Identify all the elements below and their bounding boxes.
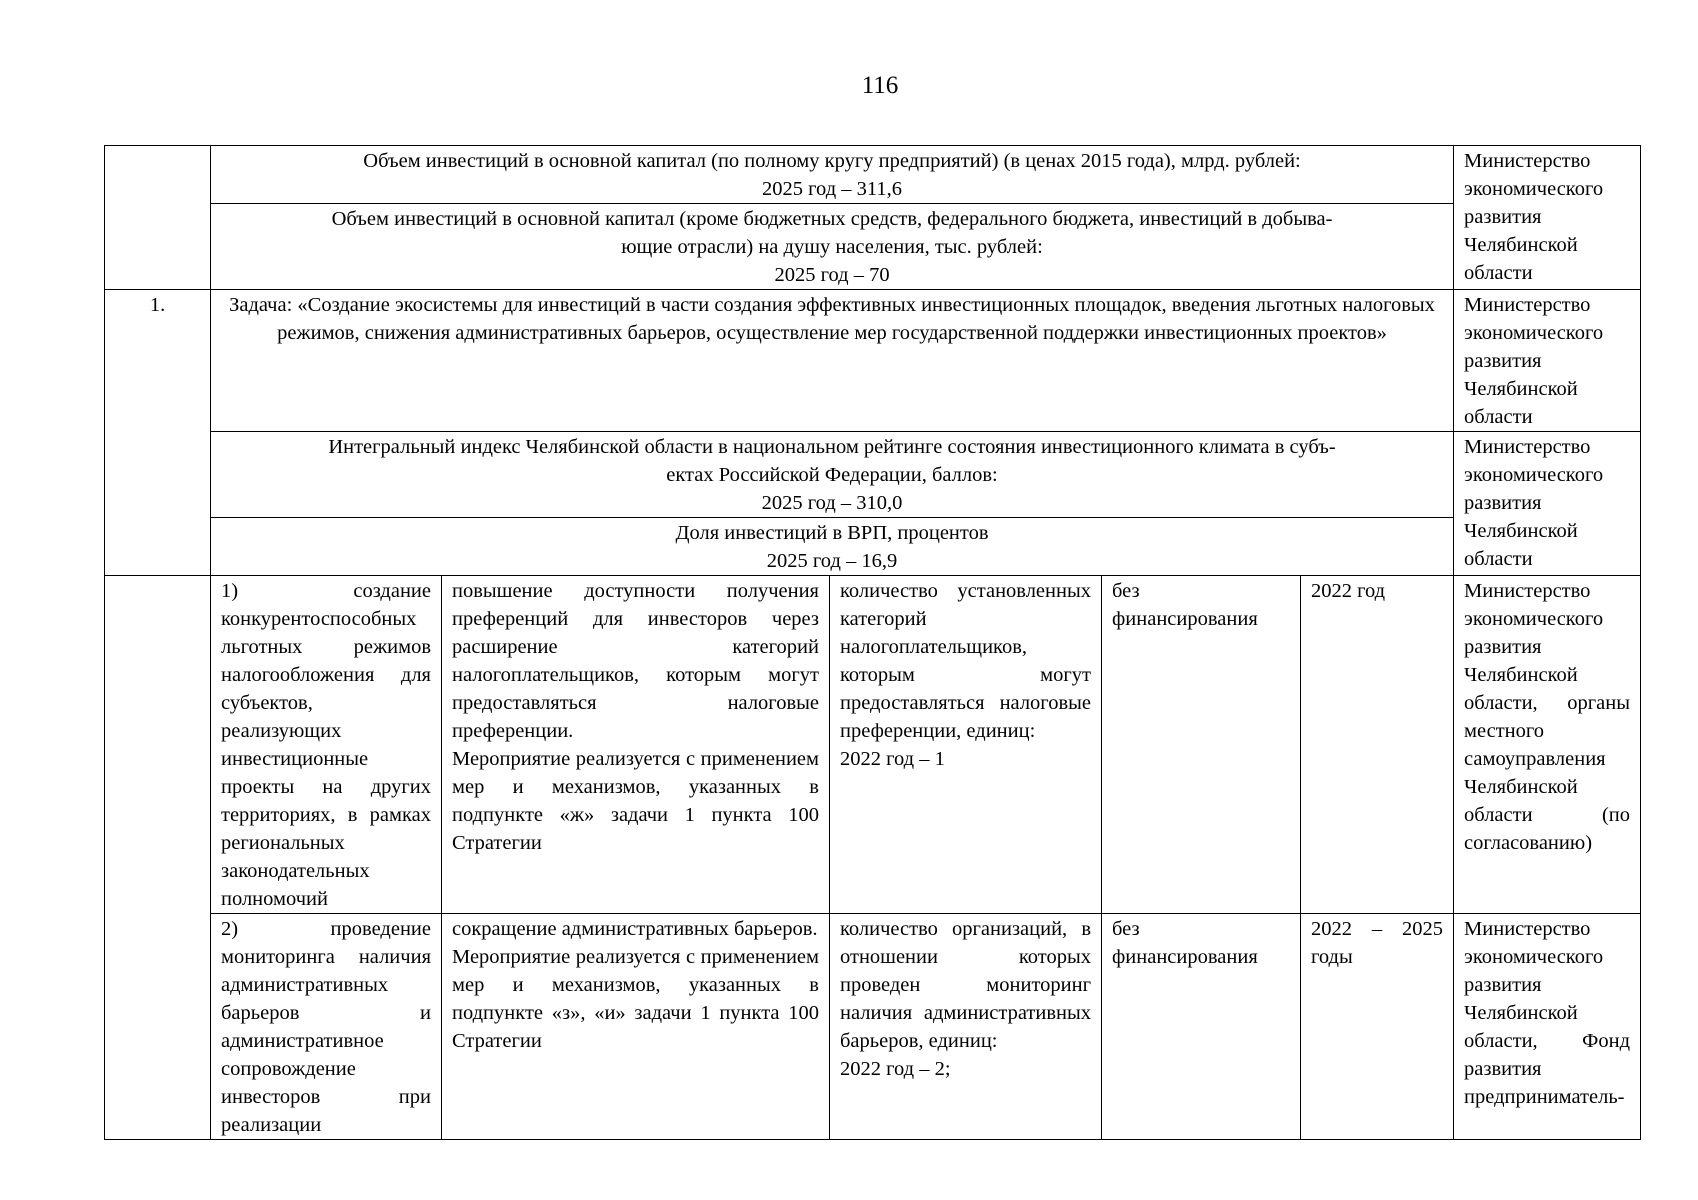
responsible-cell: Министерство экономического развития Челябинской области (1454, 290, 1641, 432)
funding-cell: без финансирования (1102, 914, 1301, 1140)
funding-cell: без финансирования (1102, 576, 1301, 914)
number-cell-empty (105, 576, 211, 1140)
number-cell-empty (105, 146, 211, 290)
table-row (105, 204, 1641, 290)
table-row (105, 432, 1641, 518)
indicator-investment-volume: Объем инвестиций в основной капитал (по полному кругу предприятий) (в ценах 2015 года), млрд. рублей: 2025 год – 311,6 (211, 146, 1454, 204)
term-cell: 2022 – 2025 годы (1301, 914, 1454, 1140)
table-row (105, 146, 1641, 204)
table-row (105, 914, 1641, 1140)
strategy-measures-table (104, 145, 1641, 1140)
indicator-integral-index: Интегральный индекс Челябинской области в национальном рейтинге состояния инвестиционного климата в субъ- ектах Российской Федерации, баллов: 2025 год – 310,0 (211, 432, 1454, 518)
responsible-cell: Министерство экономического развития Челябинской области, органы местного самоуправления Челябинской области (по согласованию) (1454, 576, 1641, 914)
indicator-investment-per-capita: Объем инвестиций в основной капитал (кроме бюджетных средств, федерального бюджета, инвестиций в добыва- ющие отрасли) на душу населения, тыс. рублей: 2025 год – 70 (211, 204, 1454, 290)
responsible-cell: Министерство экономического развития Челябинской области (1454, 432, 1641, 576)
responsible-cell: Министерство экономического развития Челябинской области, Фонд развития предприниматель- (1454, 914, 1641, 1140)
task-number: 1. (105, 290, 211, 576)
kpi-cell: количество организаций, в отношении которых проведен мониторинг наличия административных барьеров, единиц: 2022 год – 2; (830, 914, 1102, 1140)
measure-cell: 2) проведение мониторинга наличия административных барьеров и административное сопровождение инвесторов при реализации (211, 914, 442, 1140)
responsible-cell: Министерство экономического развития Челябинской области (1454, 146, 1641, 290)
page-number: 116 (861, 72, 899, 99)
indicator-investment-share: Доля инвестиций в ВРП, процентов 2025 год – 16,9 (211, 518, 1454, 576)
table-row (105, 290, 1641, 432)
expected-result-cell: повышение доступности получения преференций для инвесторов через расширение категорий налогоплательщиков, которым могут предоставляться налоговые преференции. Мероприятие реализуется с применением мер и механизмов, указанных в подпункте «ж» задачи 1 пункта 100 Стратегии (442, 576, 830, 914)
expected-result-cell: сокращение административных барьеров. Мероприятие реализуется с применением мер и механизмов, указанных в подпункте «з», «и» задачи 1 пункта 100 Стратегии (442, 914, 830, 1140)
kpi-cell: количество установленных категорий налогоплательщиков, которым могут предоставляться налоговые преференции, единиц: 2022 год – 1 (830, 576, 1102, 914)
table-row (105, 518, 1641, 576)
term-cell: 2022 год (1301, 576, 1454, 914)
table-row (105, 576, 1641, 914)
measure-cell: 1) создание конкурентоспособных льготных режимов налогообложения для субъектов, реализующих инвестиционные проекты на других территориях, в рамках региональных законодательных полномочий (211, 576, 442, 914)
task-description: Задача: «Создание экосистемы для инвестиций в части создания эффективных инвестиционных площадок, введения льготных налоговых режимов, снижения административных барьеров, осуществление мер государственной поддержки инвестиционных проектов» (211, 290, 1454, 432)
